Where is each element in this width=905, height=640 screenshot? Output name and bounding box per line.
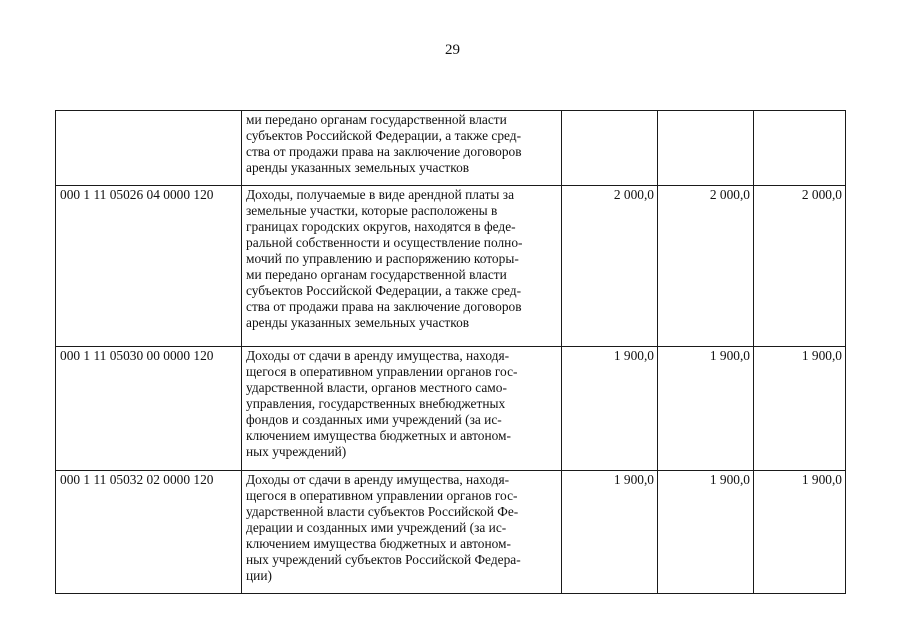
amount-year-3: 1 900,0 bbox=[754, 471, 846, 594]
revenue-description: ми передано органам государственной власти субъектов Российской Федерации, а также сред- ства от продажи права на заключение договоров аренды указанных земельных участков bbox=[242, 111, 562, 186]
amount-year-3: 2 000,0 bbox=[754, 186, 846, 347]
amount-year-1 bbox=[562, 111, 658, 186]
amount-year-3: 1 900,0 bbox=[754, 347, 846, 471]
amount-year-2 bbox=[658, 111, 754, 186]
table-row bbox=[56, 186, 846, 347]
amount-year-1: 2 000,0 bbox=[562, 186, 658, 347]
revenue-description: Доходы от сдачи в аренду имущества, находя- щегося в оперативном управлении органов гос- ударственной власти, органов местного само- управления, государственных внебюджетных фондов и созданных ими учреждений (за ис- ключением имущества бюджетных и автоном- ных учреждений) bbox=[242, 347, 562, 471]
amount-year-2: 1 900,0 bbox=[658, 471, 754, 594]
table-row bbox=[56, 471, 846, 594]
amount-year-2: 1 900,0 bbox=[658, 347, 754, 471]
table-row bbox=[56, 111, 846, 186]
amount-year-3 bbox=[754, 111, 846, 186]
amount-year-1: 1 900,0 bbox=[562, 471, 658, 594]
amount-year-1: 1 900,0 bbox=[562, 347, 658, 471]
page-number: 29 bbox=[445, 42, 460, 58]
classification-code: 000 1 11 05032 02 0000 120 bbox=[56, 471, 242, 594]
classification-code: 000 1 11 05026 04 0000 120 bbox=[56, 186, 242, 347]
table-row bbox=[56, 347, 846, 471]
revenue-description: Доходы от сдачи в аренду имущества, находя- щегося в оперативном управлении органов гос- ударственной власти субъектов Российской Фе- дерации и созданных ими учреждений (за ис- ключением имущества бюджетных и автоном- ных учреждений субъектов Российской Федера- ции) bbox=[242, 471, 562, 594]
amount-year-2: 2 000,0 bbox=[658, 186, 754, 347]
revenue-description: Доходы, получаемые в виде арендной платы за земельные участки, которые расположены в границах городских округов, находятся в феде- ральной собственности и осуществление полно- мочий по управлению и распоряжению которы- ми передано органам государственной власти субъектов Российской Федерации, а также сред- ства от продажи права на заключение договоров аренды указанных земельных участков bbox=[242, 186, 562, 347]
budget-revenue-table bbox=[55, 110, 846, 594]
classification-code: 000 1 11 05030 00 0000 120 bbox=[56, 347, 242, 471]
classification-code bbox=[56, 111, 242, 186]
